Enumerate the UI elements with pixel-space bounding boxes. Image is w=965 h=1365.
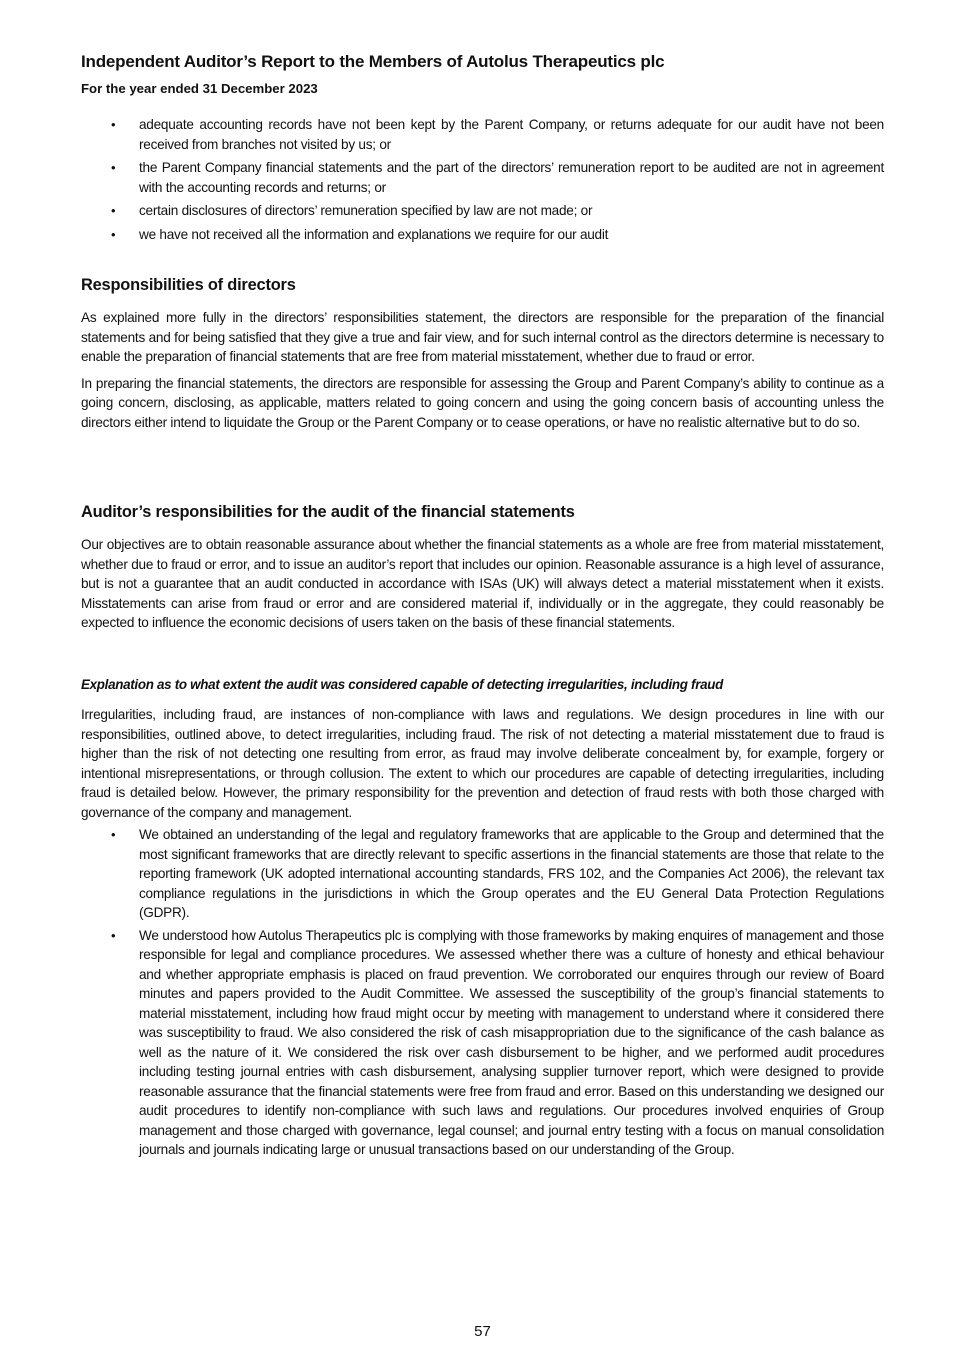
bullet-icon: • [111,203,116,218]
intro-bullet-list [81,115,884,244]
bullet-icon: • [111,927,116,943]
paragraph: As explained more fully in the directors’ responsibilities statement, the directors are responsible for the preparation of the financial statements and for being satisfied that they give a true and fair view, and for such internal control as the directors determine is necessary to enable the preparation of financial statements that are free from material misstatement, whether due to fraud or error. [81,310,884,364]
list-item-text: we have not received all the information and explanations we require for our audit [139,226,609,242]
paragraph: In preparing the financial statements, the directors are responsible for assessing the Group and Parent Company’s ability to continue as a going concern, disclosing, as applicable, matters related to going concern and using the going concern basis of accounting unless the directors either intend to liquidate the Group or the Parent Company or to cease operations, or have no realistic alternative but to do so. [81,375,884,430]
section-heading-auditor: Auditor’s responsibilities for the audit of the financial statements [81,503,575,521]
bullet-icon: • [111,117,116,132]
list-item-text: We obtained an understanding of the legal and regulatory frameworks that are applicable to the Group and determined that the most significant frameworks that are directly relevant to specific assertions in the financial statements are those that relate to the reporting framework (UK adopted international accounting standards, FRS 102, and the Companies Act 2006), the relevant tax compliance regulations in the jurisdictions in which the Group operates and the EU General Data Protection Regulations (GDPR). [139,827,884,920]
list-item [81,158,884,197]
page-number: 57 [474,1323,491,1340]
section-body-directors [81,308,884,432]
bullet-icon: • [111,226,116,242]
section-heading-directors: Responsibilities of directors [81,276,296,294]
list-item [81,926,884,1160]
list-item [81,201,884,221]
subsection-body-irregularities [81,705,884,1160]
bullet-icon: • [111,827,116,842]
list-item [81,825,884,923]
paragraph: Irregularities, including fraud, are instances of non-compliance with laws and regulations. We design procedures in line with our responsibilities, outlined above, to detect irregularities, including fraud. The risk of not detecting a material misstatement due to fraud is higher than the risk of not detecting one resulting from error, as fraud may involve deliberate concealment by, for example, forgery or intentional misrepresentations, or through collusion. The extent to which our procedures are capable of detecting irregularities, including fraud is detailed below. However, the primary responsibility for the prevention and detection of fraud rests with both those charged with governance of the company and management. [81,707,884,820]
list-item-text: adequate accounting records have not been kept by the Parent Company, or returns adequate for our audit have not been received from branches not visited by us; or [139,117,884,152]
section-body-auditor [81,535,884,633]
bullet-icon: • [111,160,116,175]
subsection-heading-irregularities: Explanation as to what extent the audit was considered capable of detecting irregularities, including fraud [81,677,724,692]
irregularities-bullet-list [81,825,884,1160]
paragraph: Our objectives are to obtain reasonable assurance about whether the financial statements as a whole are free from material misstatement, whether due to fraud or error, and to issue an auditor’s report that includes our opinion. Reasonable assurance is a high level of assurance, but is not a guarantee that an audit conducted in accordance with ISAs (UK) will always detect a material misstatement when it exists. Misstatements can arise from fraud or error and are considered material if, individually or in the aggregate, they could reasonably be expected to influence the economic decisions of users taken on the basis of these financial statements. [81,537,884,630]
list-item [81,115,884,154]
report-title: Independent Auditor’s Report to the Members of Autolus Therapeutics plc [81,52,665,71]
report-subtitle: For the year ended 31 December 2023 [81,81,318,96]
list-item-text: certain disclosures of directors’ remuneration specified by law are not made; or [139,203,593,218]
list-item-text: the Parent Company financial statements and the part of the directors’ remuneration report to be audited are not in agreement with the accounting records and returns; or [139,160,884,195]
list-item [81,225,884,245]
list-item-text: We understood how Autolus Therapeutics plc is complying with those frameworks by making enquires of management and those responsible for legal and compliance procedures. We assessed whether there was a culture of honesty and ethical behaviour and whether appropriate emphasis is placed on fraud prevention. We corroborated our enquires through our review of Board minutes and papers provided to the Audit Committee. We assessed the susceptibility of the group’s financial statements to material misstatement, including how fraud might occur by meeting with management to understand where it considered there was susceptibility to fraud. We also considered the risk of cash misappropriation due to the significance of the cash balance as well as the nature of it. We considered the risk over cash disbursement to be higher, and we performed audit procedures including testing journal entries with cash disbursement, analysing supplier turnover report, which were designed to provide reasonable assurance that the financial statements were free from fraud and error. Based on this understanding we designed our audit procedures to identify non-compliance with such laws and regulations. Our procedures involved enquiries of Group management and those charged with governance, legal counsel; and journal entry testing with a focus on manual consolidation journals and journals indicating large or unusual transactions based on our understanding of the Group. [139,927,884,1157]
